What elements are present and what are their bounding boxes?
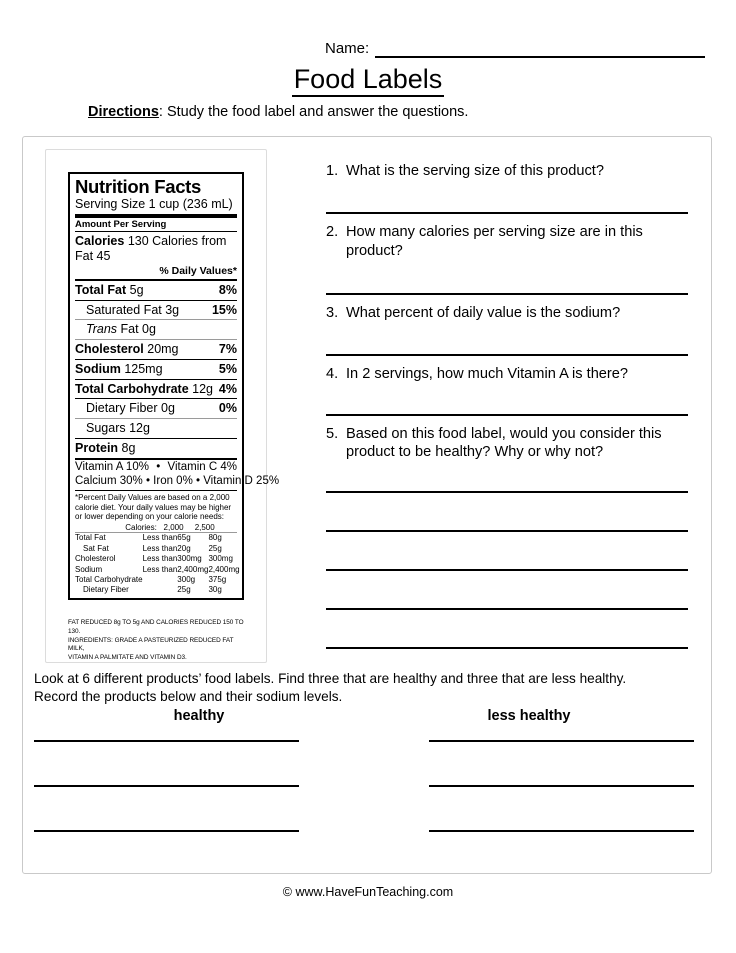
healthy-line-1[interactable]	[34, 740, 299, 742]
heading-healthy: healthy	[173, 708, 225, 724]
dv-value-2500: 300mg	[208, 554, 233, 564]
question-2	[326, 223, 688, 260]
nutrient-name: Total Fat 5g	[75, 282, 144, 297]
question-1-number: 1.	[326, 163, 339, 179]
dv-value-2500: 30g	[208, 585, 222, 595]
nutrient-daily-value: 8%	[218, 282, 237, 297]
calories-col-2000: 2,000	[163, 523, 184, 532]
calories-value: 130 Calories from Fat 45	[75, 234, 227, 263]
name-write-in-line[interactable]	[375, 42, 705, 58]
dv-value-2000: 2,400mg	[177, 564, 209, 574]
daily-value-reference-table	[75, 533, 240, 595]
dv-qualifier: Less than	[142, 543, 178, 553]
nutrient-row	[75, 281, 237, 300]
nutrition-facts-label	[68, 172, 280, 600]
heading-less-healthy: less healthy	[487, 708, 571, 724]
vitamin-row-1	[75, 460, 237, 476]
directions	[88, 104, 468, 120]
question-3-number: 3.	[326, 305, 339, 322]
nutrient-name: Sugars 12g	[86, 421, 150, 436]
nutrient-daily-value: 7%	[218, 342, 237, 357]
calories-col-label: Calories:	[125, 523, 157, 532]
dv-table-row	[75, 554, 240, 564]
dv-qualifier: Less than	[142, 554, 178, 564]
question-5-text: Based on this food label, would you consider this product to be healthy? Why or why not?	[346, 425, 662, 461]
dv-value-2500: 25g	[208, 543, 222, 553]
page-title	[0, 64, 736, 95]
nutrient-row	[75, 419, 237, 438]
dv-table-row	[75, 585, 240, 595]
nutrient-name: Saturated Fat 3g	[86, 302, 180, 317]
ingredients-line-3: VITAMIN A PALMITATE AND VITAMIN D3.	[68, 654, 187, 662]
nutrient-rows	[75, 281, 237, 458]
mineral-row: Calcium 30% • Iron 0% • Vitamin D 25%	[75, 475, 280, 488]
nutrient-daily-value: 4%	[218, 381, 237, 396]
serving-size-text: Serving Size 1 cup (236 mL)	[75, 197, 233, 212]
vitamin-a-value: Vitamin A 10%	[75, 460, 149, 473]
nutrient-daily-value: 0%	[218, 401, 237, 416]
ingredients-text	[68, 619, 244, 663]
amount-per-serving-label: Amount Per Serving	[75, 218, 167, 230]
less-healthy-line-1[interactable]	[429, 740, 694, 742]
ingredients-line-2: INGREDIENTS: GRADE A PASTEURIZED REDUCED FAT MILK,	[68, 636, 234, 653]
name-field-row	[325, 40, 705, 58]
question-4-text: In 2 servings, how much Vitamin A is there?	[346, 365, 629, 382]
less-healthy-line-2[interactable]	[429, 785, 694, 787]
column-headings	[34, 708, 694, 724]
calories-column-header	[75, 523, 237, 532]
question-2-number: 2.	[326, 224, 339, 241]
name-label: Name:	[325, 40, 370, 57]
bottom-instructions	[34, 670, 694, 706]
question-3-text: What percent of daily value is the sodium?	[346, 305, 621, 322]
footer-credit: © www.HaveFunTeaching.com	[282, 885, 454, 899]
dv-value-2500: 375g	[208, 575, 227, 584]
dv-value-2000: 300g	[177, 575, 196, 584]
dv-qualifier: Less than	[142, 564, 178, 574]
nutrient-daily-value: 5%	[218, 361, 237, 376]
nutrient-row	[75, 320, 237, 339]
calories-label: Calories	[75, 234, 125, 248]
nutrient-name: Cholesterol 20mg	[75, 342, 179, 357]
nutrient-row	[75, 439, 237, 458]
daily-value-footnote: *Percent Daily Values are based on a 2,000 calorie diet. Your daily values may be higher or lower depending on your calorie needs:	[75, 492, 232, 522]
nutrient-row	[75, 301, 237, 320]
less-healthy-line-3[interactable]	[429, 830, 694, 832]
dv-qualifier: Less than	[142, 533, 178, 543]
question-2-text: How many calories per serving size are in this product?	[346, 224, 643, 259]
vitamin-separator-icon: •	[156, 460, 161, 473]
healthy-line-3[interactable]	[34, 830, 299, 832]
dv-nutrient: Sodium	[75, 564, 103, 574]
nutrition-facts-title: Nutrition Facts	[75, 176, 202, 197]
calories-row	[75, 232, 237, 264]
bottom-instruction-line-1: Look at 6 different products’ food labels. Find three that are healthy and three that are less healthy.	[34, 671, 627, 686]
nutrient-name: Trans Fat 0g	[86, 322, 156, 337]
question-5	[326, 425, 688, 462]
dv-value-2500: 2,400mg	[208, 564, 240, 574]
question-4	[326, 365, 688, 383]
bottom-line-row-1	[34, 740, 694, 742]
question-4-number: 4.	[326, 365, 339, 382]
nutrient-name: Protein 8g	[75, 440, 136, 455]
dv-value-2000: 25g	[177, 585, 191, 595]
question-5-number: 5.	[326, 425, 339, 442]
question-3	[326, 304, 688, 322]
daily-values-header: % Daily Values*	[159, 264, 237, 277]
healthy-line-2[interactable]	[34, 785, 299, 787]
nutrient-name: Dietary Fiber 0g	[86, 401, 175, 416]
directions-text: : Study the food label and answer the questions.	[158, 104, 469, 120]
bottom-instruction-line-2: Record the products below and their sodium levels.	[34, 688, 343, 704]
question-1	[326, 162, 688, 180]
questions-list	[326, 162, 688, 649]
dv-table-row	[75, 565, 240, 575]
dv-nutrient: Cholesterol	[75, 554, 116, 564]
dv-nutrient: Dietary Fiber	[83, 585, 129, 595]
nutrient-row	[75, 380, 237, 399]
answer-line-q5-5[interactable]	[326, 647, 688, 649]
dv-nutrient: Sat Fat	[83, 543, 109, 553]
directions-label: Directions	[88, 104, 159, 120]
nutrient-row	[75, 360, 237, 379]
vitamin-c-value: Vitamin C 4%	[167, 460, 237, 473]
dv-nutrient: Total Fat	[75, 533, 106, 543]
nutrient-name: Sodium 125mg	[75, 361, 163, 376]
bottom-line-row-3	[34, 830, 694, 832]
nutrient-row	[75, 340, 237, 359]
bottom-answer-lines	[34, 740, 694, 875]
dv-table-row	[75, 533, 240, 543]
ingredients-line-1: FAT REDUCED 8g TO 5g AND CALORIES REDUCED 150 TO 130.	[68, 619, 244, 635]
dv-value-2000: 65g	[177, 533, 191, 543]
dv-qualifier	[143, 585, 178, 595]
dv-value-2000: 20g	[177, 543, 191, 553]
dv-table-row	[75, 544, 240, 554]
bottom-line-row-2	[34, 785, 694, 787]
dv-nutrient: Total Carbohydrate	[75, 575, 143, 584]
page-title-text: Food Labels	[292, 64, 445, 97]
nutrient-row	[75, 399, 237, 418]
nutrient-daily-value: 15%	[211, 302, 237, 317]
dv-value-2000: 300mg	[177, 554, 202, 564]
question-1-text: What is the serving size of this product?	[346, 163, 604, 179]
calories-col-2500: 2,500	[194, 523, 215, 532]
nutrient-name: Total Carbohydrate 12g	[75, 381, 214, 396]
dv-value-2500: 80g	[208, 533, 222, 543]
dv-qualifier	[143, 575, 178, 585]
dv-table-row	[75, 575, 240, 585]
